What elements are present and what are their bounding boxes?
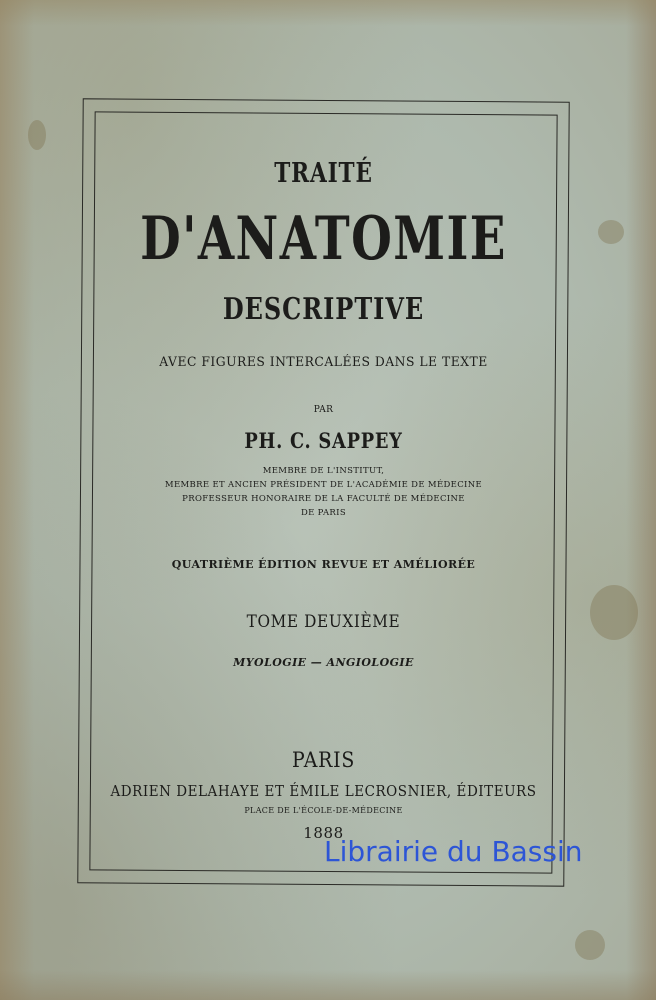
bookseller-watermark: Librairie du Bassin [324, 835, 583, 868]
publisher-address: PLACE DE L'ÉCOLE-DE-MÉDECINE [244, 806, 403, 815]
subject-line: MYOLOGIE — ANGIOLOGIE [233, 656, 414, 669]
publishers: ADRIEN DELAHAYE ET ÉMILE LECROSNIER, ÉDITEURS [110, 782, 537, 800]
author-credential: MEMBRE ET ANCIEN PRÉSIDENT DE L'ACADÉMIE DE MÉDECINE [164, 480, 483, 490]
publication-city: PARIS [291, 748, 356, 772]
volume-label: TOME DEUXIÈME [246, 612, 401, 632]
author-name: PH. C. SAPPEY [244, 428, 403, 453]
author-credential: MEMBRE DE L'INSTITUT, [262, 466, 385, 476]
title-line-3: DESCRIPTIVE [222, 292, 425, 327]
worn-bottom-edge [0, 970, 656, 1000]
worn-top-edge [0, 0, 656, 26]
edition-note: QUATRIÈME ÉDITION REVUE ET AMÉLIORÉE [171, 558, 476, 571]
publication-year: 1888 [303, 824, 344, 842]
author-credential: PROFESSEUR HONORAIRE DE LA FACULTÉ DE MÉDECINE [182, 494, 465, 504]
stain-spot [575, 930, 605, 960]
worn-left-edge [0, 0, 34, 1000]
title-line-1: TRAITÉ [274, 158, 373, 189]
title-line-2: D'ANATOMIE [140, 204, 507, 274]
by-label: PAR [313, 405, 334, 415]
subtitle: AVEC FIGURES INTERCALÉES DANS LE TEXTE [159, 355, 488, 370]
author-credential: DE PARIS [300, 508, 347, 518]
stain-spot [598, 220, 624, 244]
stain-spot [28, 120, 46, 150]
worn-right-edge [626, 0, 656, 1000]
stain-spot [590, 585, 638, 640]
